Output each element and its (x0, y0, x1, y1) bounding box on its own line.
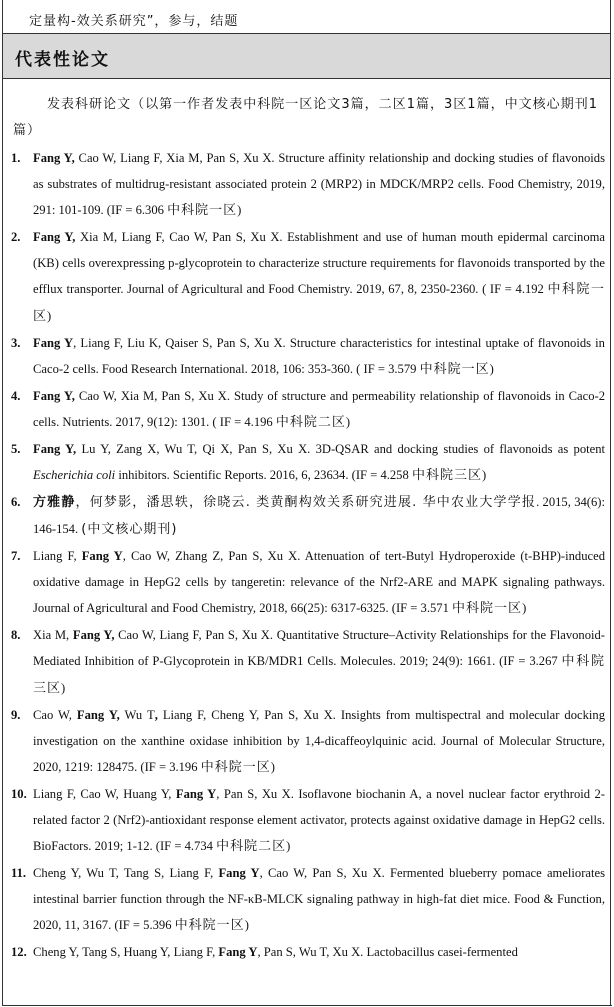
publication-number: 10. (11, 787, 27, 801)
publication-text: Cao W, Liang F, Xia M, Pan S, Xu X. Structure affinity relationship and docking studies of flavonoids as substrates of multidrug-resistant associated protein 2 (MRP2) in MDCK/MRP2 cells. Food Chemistry, 2019, 291: 101-109. (IF = 6.306 (33, 151, 605, 217)
publication-text: Liang F, Cheng Y, Pan S, Xu X. Insights from multispectral and molecular docking investigation on the xanthine oxidase inhibition by 1,4-dicaffeoylquinic acid. Journal of Molecular Structure, 2020, 1219: 128475. (IF = 3.196 (33, 708, 606, 774)
publication-text: ) (61, 681, 66, 695)
publication-text: Xia M, (33, 628, 73, 642)
publication-text: Liang F, Cao W, Huang Y, (33, 787, 176, 801)
publication-number: 4. (11, 389, 21, 403)
publication-text: 中科院一区 (33, 282, 605, 324)
header-fragment: 定量构-效关系研究”，参与，结题 (29, 14, 239, 29)
publication-number: 11. (11, 866, 27, 880)
publication-text: Cao W, Liang F, Pan S, Xu X. Quantitative Structure–Activity Relationships for the Flavonoid-Mediated Inhibition of P-Glycoprotein in KB/MDR1 Cells. Molecules. 2019; 24(9): 1661. (IF = 3.267 (33, 628, 605, 668)
publication-text: 中科院一区 (452, 601, 523, 616)
publication-text: , Cao W, Pan S, Xu X. Fermented blueberry pomace ameliorates intestinal barrier function through the NF-κB-MLCK signaling pathway in high-fat diet mice. Food & Function, 2020, 11, 3167. (IF = 5.396 (33, 866, 605, 932)
publication-text: , Pan S, Xu X. Isoflavone biochanin A, a novel nuclear factor erythroid 2-related factor 2 (Nrf2)-antioxidant response element activator, protects against oxidative damage in HepG2 cells. BioFactors. 2019; 1-12. (IF = 4.734 (33, 787, 605, 853)
publication-text: ) (47, 309, 52, 323)
section-header (3, 33, 610, 79)
publication-text: 中科院一区 (419, 362, 490, 377)
publication-item (3, 489, 608, 543)
publication-text: Fang Y, (33, 389, 75, 403)
document-frame (2, 0, 611, 1006)
publication-text: . 2015, 34(6): 146-154. (33, 495, 605, 536)
publication-text: Xia M, Liang F, Cao W, Pan S, Xu X. Establishment and use of human mouth epidermal carcinoma (KB) cells overexpressing p-glycoprotein to characterize structure requirements for flavonoids transported by the efflux transporter. Journal of Agricultural and Food Chemistry. 2019, 67, 8, 2350-2360. ( IF = 4.192 (33, 230, 605, 296)
publication-text: ) (286, 839, 291, 853)
publication-item (3, 622, 608, 702)
publication-text: 中科院一区 (200, 760, 271, 775)
publication-number: 6. (11, 495, 21, 509)
publication-text: Liang F, (33, 549, 82, 563)
publication-text: ) (237, 203, 242, 217)
publication-number: 2. (11, 230, 21, 244)
bottom-border (3, 1005, 612, 1006)
publication-text: ) (489, 362, 494, 376)
publication-number: 8. (11, 628, 21, 642)
publication-text: Fang Y (33, 336, 74, 350)
publication-text: Fang Y, (33, 230, 76, 244)
publication-text: ) (270, 760, 275, 774)
publication-text: inhibitors. Scientific Reports. 2016, 6, 23634. (IF = 4.258 (115, 468, 412, 482)
publication-text: 中科院二区 (216, 839, 287, 854)
publication-text: Cheng Y, Tang S, Huang Y, Liang F, (33, 945, 219, 959)
publication-text: 方雅静 (33, 495, 76, 510)
publication-item (3, 383, 608, 436)
publication-text: Cao W, (33, 708, 77, 722)
publication-text: ) (522, 601, 527, 615)
publication-text: Cheng Y, Wu T, Tang S, Liang F, (33, 866, 219, 880)
publication-text: Fang Y (218, 945, 258, 959)
publication-number: 1. (11, 151, 21, 165)
publication-text: , Pan S, Wu T, Xu X. Lactobacillus casei-fermented (257, 945, 518, 959)
publication-text: Escherichia coli (33, 468, 116, 482)
publication-number: 9. (11, 708, 21, 722)
publication-text: 中科院三区 (33, 654, 605, 696)
publication-text: Fang Y, (33, 442, 77, 456)
publication-text: Fang Y (218, 866, 260, 880)
publication-text: Fang Y, (76, 708, 120, 722)
publication-item (3, 939, 608, 965)
publication-text: 中科院一区 (174, 918, 245, 933)
intro-paragraph: 发表科研论文（以第一作者发表中科院一区论文3篇，二区1篇，3区1篇，中文核心期刊1篇） (13, 97, 598, 138)
publication-item (3, 330, 608, 383)
publication-text: Fang Y (175, 787, 217, 801)
publication-item (3, 145, 608, 224)
publication-text: ，何梦影，潘思轶，徐晓云. 类黄酮构效关系研究进展. 华中农业大学学报 (75, 495, 537, 510)
publication-number: 12. (11, 945, 27, 959)
publication-text: Lu Y, Zang X, Wu T, Qi X, Pan S, Xu X. 3D-QSAR and docking studies of flavonoids as potent (76, 442, 606, 456)
publication-text: Fang Y, (72, 628, 115, 642)
publication-text: ) (345, 415, 351, 429)
publication-text: Wu T (119, 708, 155, 722)
publication-item (3, 781, 608, 860)
publication-text: 中科院三区 (411, 468, 482, 483)
publication-list (3, 145, 608, 965)
publication-text: , (154, 708, 158, 722)
publication-text: ) (481, 468, 487, 482)
publication-number: 7. (11, 549, 21, 563)
publication-text: Cao W, Xia M, Pan S, Xu X. Study of structure and permeability relationship of flavonoids in Caco-2 cells. Nutrients. 2017, 9(12): 1301. ( IF = 4.196 (33, 389, 605, 429)
publication-text: 中科院一区 (167, 203, 238, 218)
publication-item (3, 702, 608, 781)
publication-item (3, 543, 608, 622)
publication-number: 3. (11, 336, 21, 350)
publication-text: Fang Y (81, 549, 123, 563)
publication-text: ) (244, 918, 249, 932)
publication-text: 中科院二区 (275, 415, 346, 430)
section-title: 代表性论文 (15, 50, 110, 70)
publication-item (3, 860, 608, 939)
publication-text: Fang Y, (33, 151, 75, 165)
publication-text: , Cao W, Zhang Z, Pan S, Xu X. Attenuation of tert-Butyl Hydroperoxide (t-BHP)-induced oxidative damage in HepG2 cells by tangeretin: relevance of the Nrf2-ARE and MAPK signaling pathways. Journal of Agricultural and Food Chemistry, 2018, 66(25): 6317-6325. (IF = 3.571 (33, 549, 605, 615)
publication-text: (中文核心期刊) (81, 522, 178, 537)
publication-text: , Liang F, Liu K, Qaiser S, Pan S, Xu X. Structure characteristics for intestinal uptake of flavonoids in Caco-2 cells. Food Research International. 2018, 106: 353-360. ( IF = 3.579 (33, 336, 605, 376)
publication-number: 5. (11, 442, 21, 456)
publication-item (3, 436, 608, 489)
publication-item (3, 224, 608, 330)
